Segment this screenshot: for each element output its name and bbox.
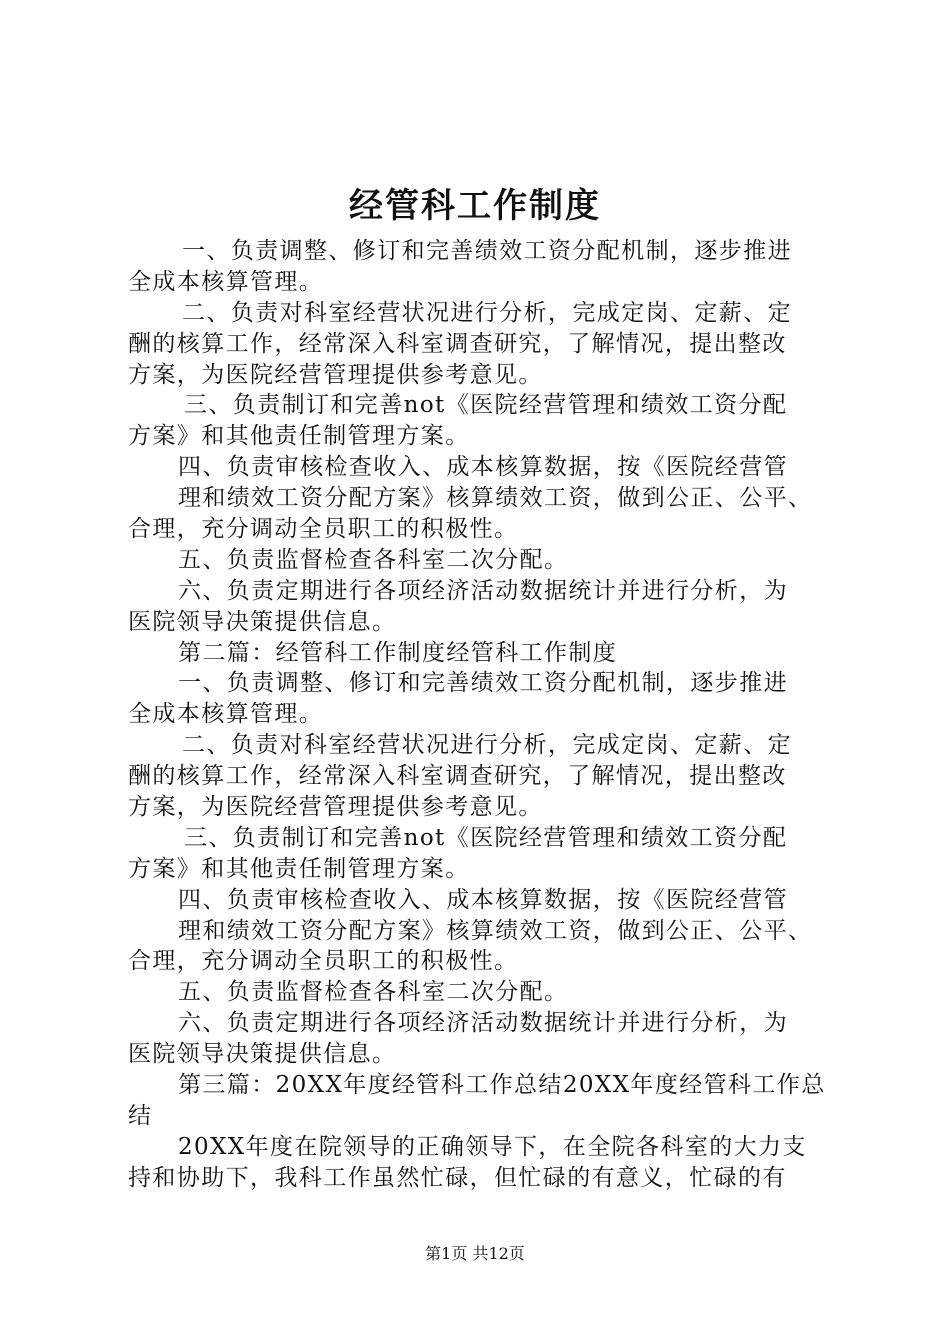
section-heading: 第二篇：经管科工作制度经管科工作制度	[178, 639, 618, 666]
paragraph-line: 三、负责制订和完善not《医院经营管理和绩效工资分配	[184, 392, 788, 419]
paragraph-line: 方案，为医院经营管理提供参考意见。	[128, 361, 543, 388]
paragraph-line: 方案》和其他责任制管理方案。	[128, 855, 470, 882]
paragraph-line: 二、负责对科室经营状况进行分析，完成定岗、定薪、定	[182, 732, 792, 759]
paragraph-line: 五、负责监督检查各科室二次分配。	[178, 979, 569, 1006]
document-title: 经管科工作制度	[349, 186, 601, 226]
page-footer: 第1页 共12页	[425, 1244, 525, 1263]
paragraph-line: 二、负责对科室经营状况进行分析，完成定岗、定薪、定	[182, 299, 792, 326]
paragraph-line: 合理，充分调动全员职工的积极性。	[128, 948, 519, 975]
paragraph-line: 四、负责审核检查收入、成本核算数据，按《医院经营管	[178, 454, 788, 481]
document-body	[128, 236, 834, 1194]
paragraph-line: 一、负责调整、修订和完善绩效工资分配机制，逐步推进	[182, 238, 792, 264]
paragraph-line: 持和协助下，我科工作虽然忙碌，但忙碌的有意义，忙碌的有	[128, 1164, 787, 1191]
paragraph-line: 方案，为医院经营管理提供参考意见。	[128, 794, 543, 821]
paragraph-line: 全成本核算管理。	[128, 268, 324, 295]
paragraph-line: 方案》和其他责任制管理方案。	[128, 423, 470, 450]
paragraph-line: 酬的核算工作，经常深入科室调查研究，了解情况，提出整改	[128, 763, 787, 790]
paragraph-line: 一、负责调整、修订和完善绩效工资分配机制，逐步推进	[178, 670, 788, 697]
paragraph-line: 理和绩效工资分配方案》核算绩效工资，做到公正、公平、	[178, 917, 813, 944]
paragraph-line: 六、负责定期进行各项经济活动数据统计并进行分析，为	[178, 577, 788, 604]
paragraph-line: 医院领导决策提供信息。	[128, 608, 397, 635]
paragraph-line: 三、负责制订和完善not《医院经营管理和绩效工资分配	[184, 824, 788, 851]
paragraph-line: 酬的核算工作，经常深入科室调查研究，了解情况，提出整改	[128, 330, 787, 357]
paragraph-line: 合理，充分调动全员职工的积极性。	[128, 516, 519, 543]
paragraph-line: 20XX年度在院领导的正确领导下，在全院各科室的大力支	[178, 1133, 807, 1160]
paragraph-line: 六、负责定期进行各项经济活动数据统计并进行分析，为	[178, 1010, 788, 1037]
section-heading: 第三篇：20XX年度经管科工作总结20XX年度经管科工作总	[178, 1072, 826, 1099]
paragraph-line: 四、负责审核检查收入、成本核算数据，按《医院经营管	[178, 886, 788, 913]
paragraph-line: 结	[128, 1102, 153, 1129]
paragraph-line: 理和绩效工资分配方案》核算绩效工资，做到公正、公平、	[178, 485, 813, 512]
paragraph-line: 医院领导决策提供信息。	[128, 1041, 397, 1068]
paragraph-line: 全成本核算管理。	[128, 701, 324, 728]
paragraph-line: 五、负责监督检查各科室二次分配。	[178, 546, 569, 573]
